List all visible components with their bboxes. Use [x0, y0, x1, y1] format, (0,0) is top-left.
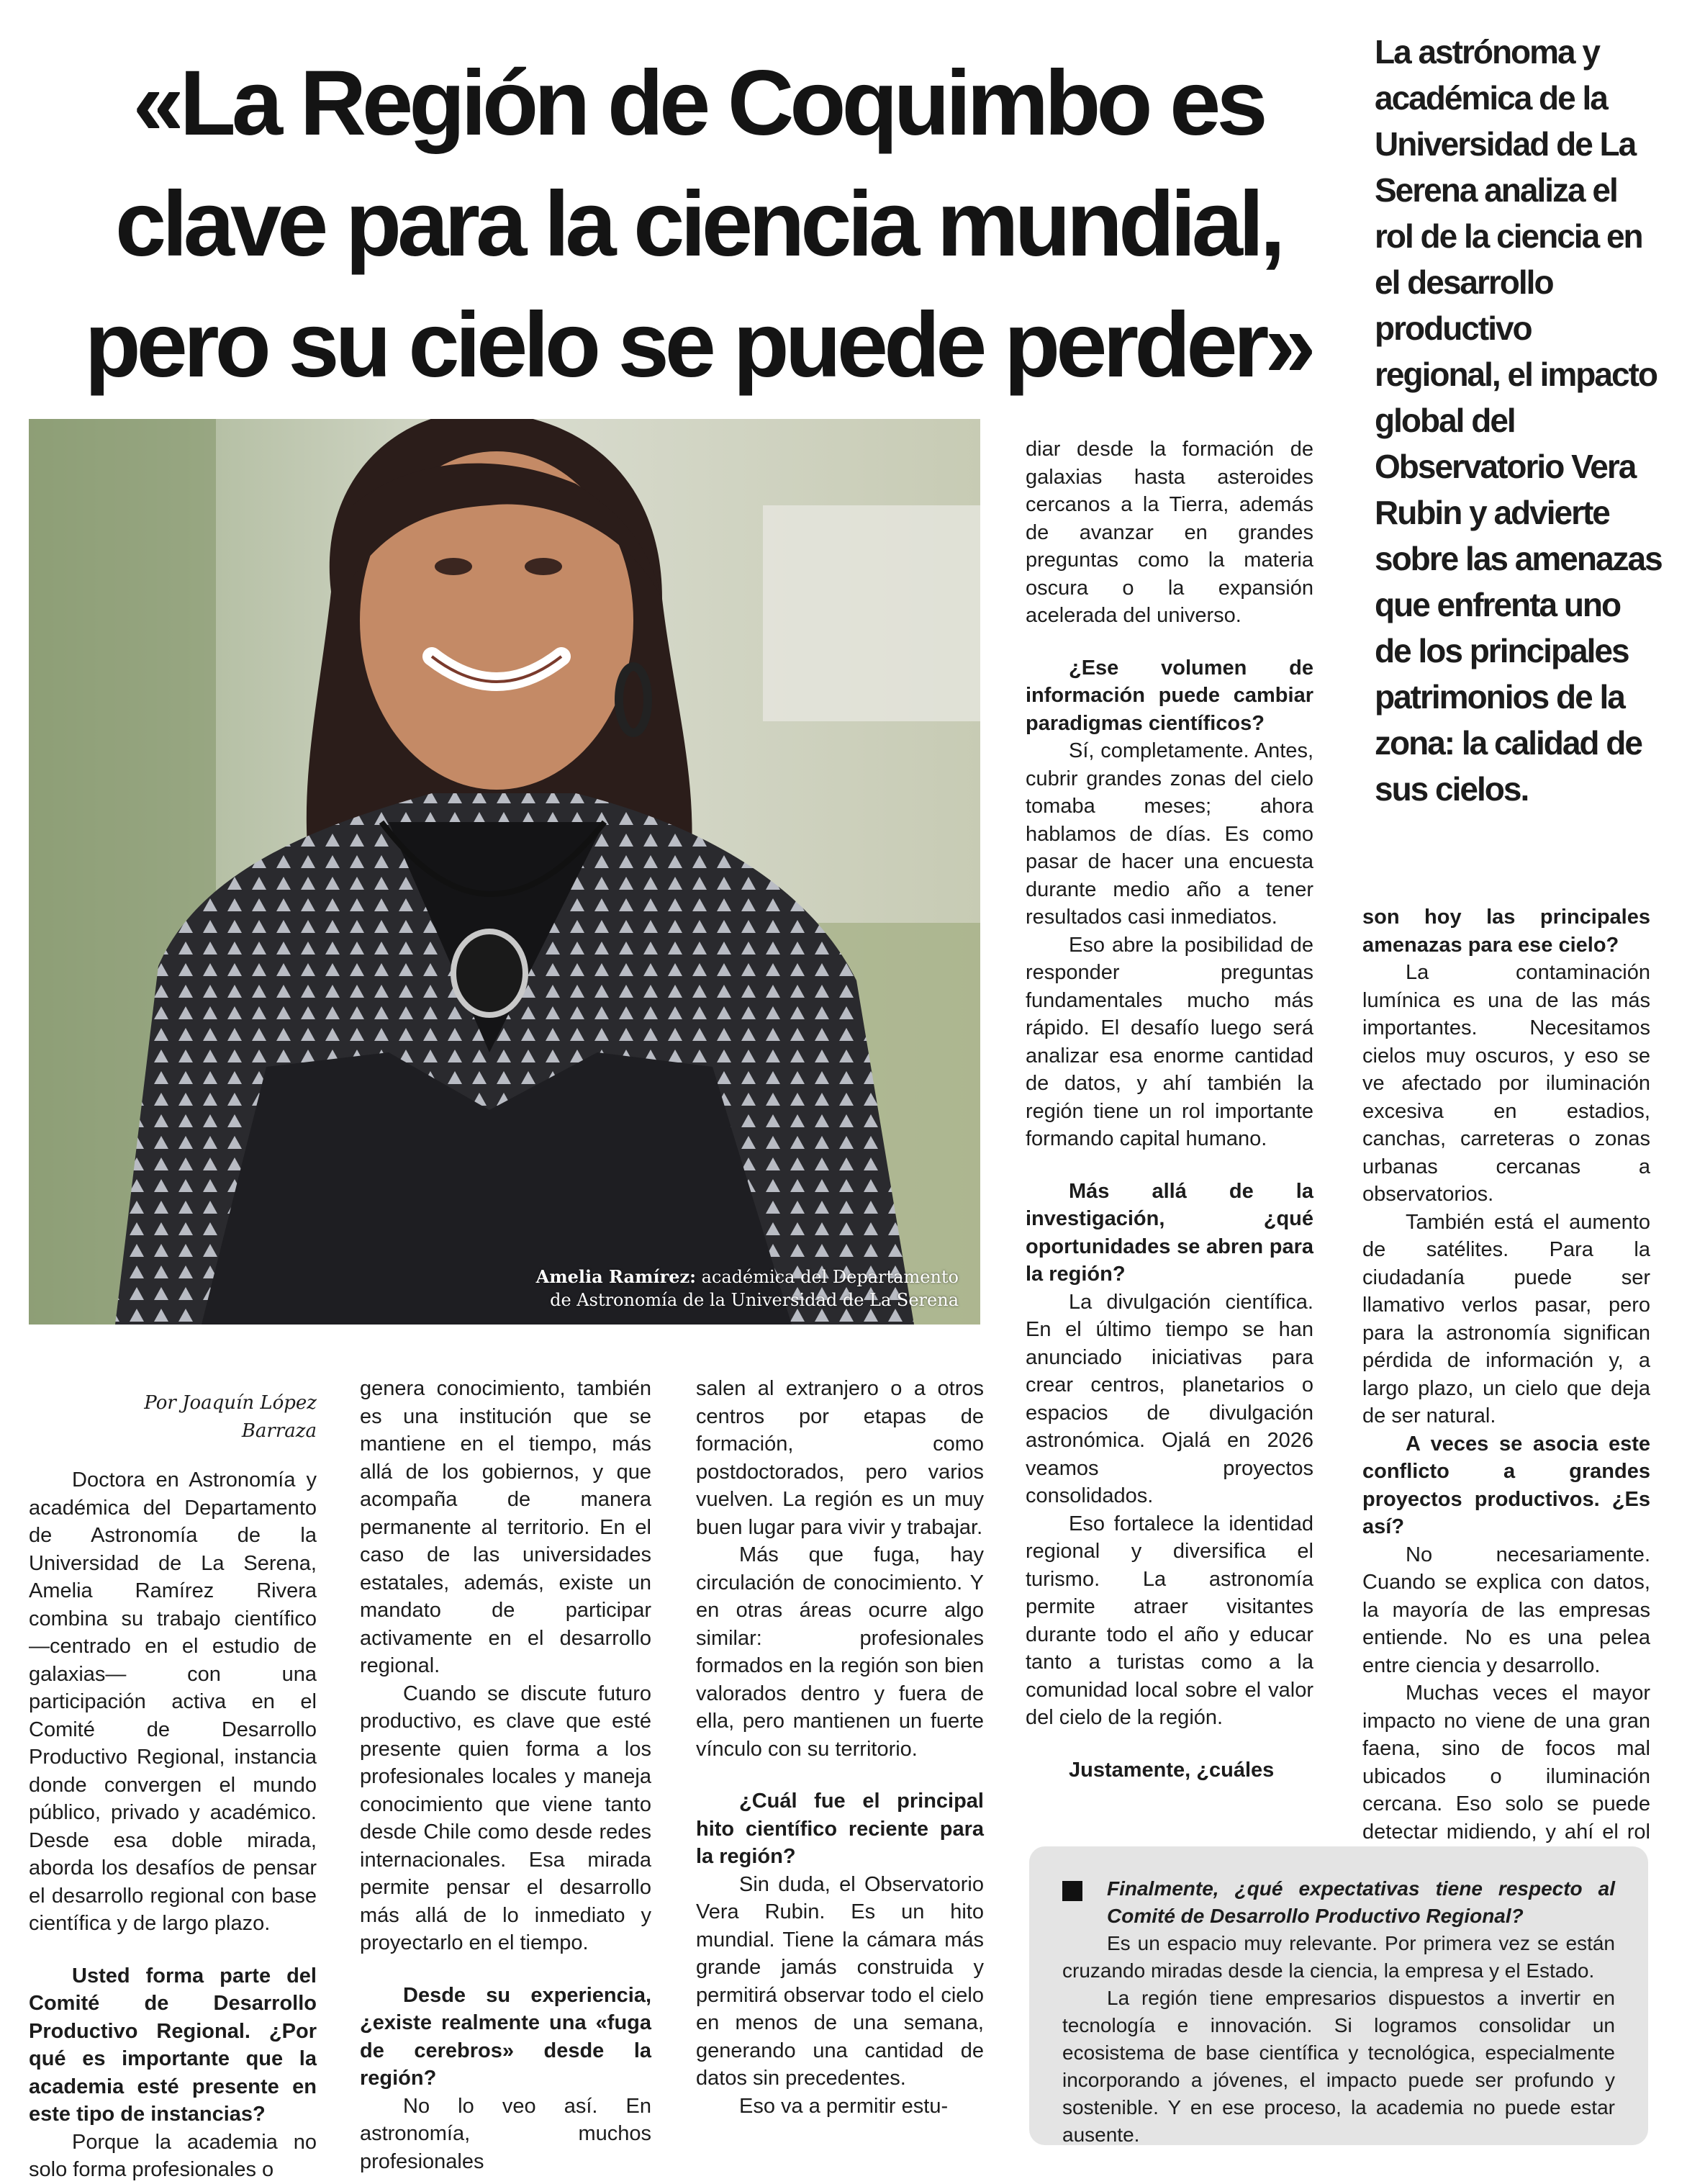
question-1: Usted forma parte del Comité de Desarrollo Productivo Regional. ¿Por qué es importante que la academia esté presente en este tipo de instancias?: [29, 1964, 317, 2126]
headline-line-3: pero su cielo se puede perder»: [84, 294, 1312, 397]
column-2: [360, 1375, 651, 2175]
answer-3-cont: diar desde la formación de galaxias hasta asteroides cercanos a la Tierra, además de avanzar en grandes preguntas como la materia oscura o la expansión acelerada del universo.: [1026, 438, 1313, 627]
answer-3-paragraph-2: Eso va a permitir estu-: [739, 2094, 949, 2118]
answer-3: Sin duda, el Observatorio Vera Rubin. Es un hito mundial. Tiene la cámara más grande jamás construida y permitirá observar todo el cielo en menos de una semana, generando una cantidad de datos sin precedentes.: [696, 1872, 984, 2090]
answer-2-cont: salen al extranjero o a otros centros por etapas de formación, como postdoctorados, pero varios vuelven. La región es un muy buen lugar para vivir y trabajar.: [696, 1377, 984, 1539]
caption-name: Amelia Ramírez:: [535, 1266, 696, 1287]
answer-2-paragraph-2: Más que fuga, hay circulación de conocimiento. Y en otras áreas ocurre algo similar: profesionales formados en la región son bien valorados dentro y fuera de ella, pero mantienen un fuerte vínculo con su territorio.: [696, 1543, 984, 1761]
answer-5: La divulgación científica. En el último tiempo se han anunciado iniciativas para crear centros, planetarios o espacios de divulgación astronómica. Ojalá en 2026 veamos proyectos consolidados.: [1026, 1290, 1313, 1507]
headline-line-1: «La Región de Coquimbo es: [132, 52, 1264, 155]
answer-7: No necesariamente. Cuando se explica con datos, la mayoría de las empresas entiende. No es una pelea entre ciencia y desarrollo.: [1362, 1543, 1650, 1677]
answer-2: No lo veo así. En astronomía, muchos profesionales: [360, 2094, 651, 2173]
answer-1-cont: genera conocimiento, también es una institución que se mantiene en el tiempo, más allá de los gobiernos, y que acompaña de manera permanente al territorio. En el caso de las universidades estatales, además, existe un mandato de participar activamente en el desarrollo regional.: [360, 1377, 651, 1677]
column-1: [29, 1389, 317, 2184]
answer-4-paragraph-2: Eso abre la posibilidad de responder preguntas fundamentales mucho más rápido. El desafío luego será analizar esa enorme cantidad de datos, y ahí también la región tiene un rol importante formando capital humano.: [1026, 933, 1313, 1150]
answer-4: Sí, completamente. Antes, cubrir grandes zonas del cielo tomaba meses; ahora hablamos de días. Es como pasar de hacer una encuesta durante medio año a tener resultados casi inmediatos.: [1026, 739, 1313, 929]
column-3: [696, 1375, 984, 2120]
final-question-box: [1029, 1846, 1648, 2145]
article-deck: La astrónoma y académica de la Universidad de La Serena analiza el rol de la ciencia en el desarrollo productivo regional, el impacto global del Observatorio Vera Rubin y advierte sobre las amenazas que enfrenta uno de los principales patrimonios de la zona: la calidad de sus cielos.: [1375, 33, 1662, 808]
answer-7-paragraph-2: Muchas veces el mayor impacto no viene de una gran faena, sino de focos mal ubicados o iluminación cercana. Eso solo se puede detectar midiendo, y ahí el rol: [1362, 1682, 1650, 1844]
intro-paragraph: Doctora en Astronomía y académica del Departamento de Astronomía de la Universidad de La Serena, Amelia Ramírez Rivera combina su trabajo científico —centrado en el estudio de galaxias— con una participación activa en el Comité de Desarrollo Productivo Regional, instancia donde convergen el mundo público, privado y académico. Desde esa doble mirada, aborda los desafíos de pensar el desarrollo regional con base científica y de largo plazo.: [29, 1468, 317, 1935]
question-5: Más allá de la investigación, ¿qué oportunidades se abren para la región?: [1026, 1179, 1313, 1286]
caption-line-2: de Astronomía de la Universidad de La Serena: [550, 1290, 959, 1310]
question-6-cont: son hoy las principales amenazas para ese cielo?: [1362, 906, 1650, 957]
byline: Por Joaquín López Barraza: [144, 1392, 317, 1442]
headline: [79, 43, 1317, 406]
final-question: Finalmente, ¿qué expectativas tiene respecto al Comité de Desarrollo Productivo Regional?: [1107, 1877, 1615, 1927]
final-answer-2: La región tiene empresarios dispuestos a invertir en tecnología e innovación. Si logramos consolidar un ecosistema de base científica y tecnológica, especialmente incorporando a jóvenes, el impacto puede ser profundo y sostenible. Y en ese proceso, la academia no puede estar ausente.: [1062, 1987, 1615, 2146]
column-5: [1362, 903, 1650, 1874]
photo-caption: [536, 1265, 959, 1312]
headline-line-2: clave para la ciencia mundial,: [115, 173, 1281, 276]
answer-1: Porque la academia no solo forma profesionales o: [29, 2130, 317, 2181]
answer-1-paragraph-2: Cuando se discute futuro productivo, es clave que esté presente quien forma a los profesionales locales y maneja conocimiento que viene tanto desde Chile como desde redes internacionales. Esa mirada permite pensar el desarrollo más allá de lo inmediato y proyectarlo en el tiempo.: [360, 1682, 651, 1954]
answer-6: La contaminación lumínica es una de las más importantes. Necesitamos cielos muy oscuros, y eso se ve afectado por iluminación excesiva en estadios, canchas, carreteras o zonas urbanas cercanas a observatorios.: [1362, 961, 1650, 1206]
answer-6-paragraph-2: También está el aumento de satélites. Para la ciudadanía puede ser llamativo verlos pasar, pero para la astronomía significan pérdida de información y, a largo plazo, un cielo que deja de ser natural.: [1362, 1210, 1650, 1427]
answer-5-paragraph-2: Eso fortalece la identidad regional y diversifica el turismo. La astronomía permite atraer visitantes durante todo el año y educar tanto a turistas como a la comunidad local sobre el valor del cielo de la región.: [1026, 1512, 1313, 1729]
question-6: Justamente, ¿cuáles: [1069, 1758, 1275, 1782]
column-4: [1026, 436, 1313, 1784]
question-3: ¿Cuál fue el principal hito científico reciente para la región?: [696, 1790, 984, 1868]
square-bullet-icon: [1062, 1881, 1082, 1901]
question-4: ¿Ese volumen de información puede cambiar paradigmas científicos?: [1026, 656, 1313, 735]
final-answer-1: Es un espacio muy relevante. Por primera vez se están cruzando miradas desde la ciencia, la empresa y el Estado.: [1062, 1932, 1615, 1982]
question-2: Desde su experiencia, ¿existe realmente una «fuga de cerebros» desde la región?: [360, 1983, 651, 2090]
question-7: A veces se asocia este conflicto a grandes proyectos productivos. ¿Es así?: [1362, 1432, 1650, 1538]
caption-line-1: académica del Departamento: [701, 1267, 959, 1287]
portrait-illustration: [29, 419, 980, 1325]
portrait-photo: [29, 419, 980, 1325]
